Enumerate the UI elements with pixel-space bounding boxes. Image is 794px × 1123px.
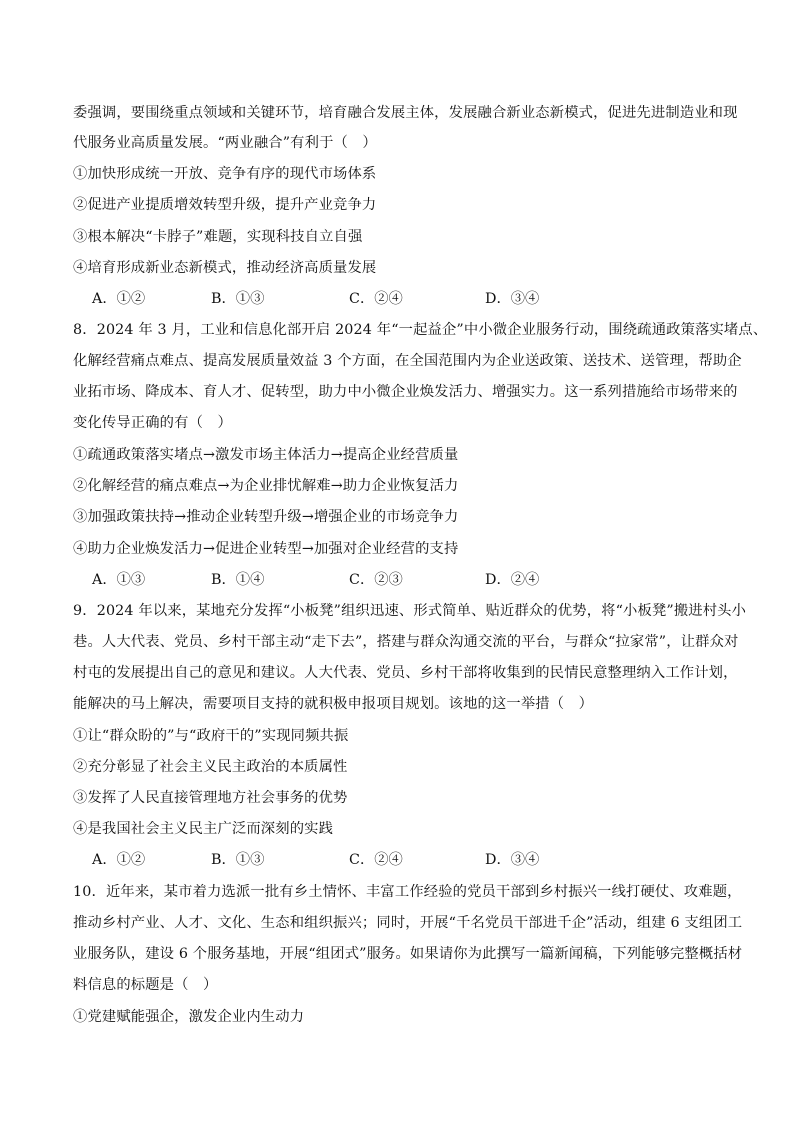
- q9-stem-line-4: 能解决的马上解决，需要项目支持的就积极申报项目规划。该地的这一举措（ ）: [73, 696, 594, 712]
- q7-stem-line-2: 代服务业高质量发展。“两业融合”有利于（ ）: [73, 135, 377, 151]
- q8-item-3: ③加强政策扶持→推动企业转型升级→增强企业的市场竞争力: [73, 509, 459, 525]
- q9-options: [92, 850, 712, 870]
- q7-option-a: A．①②: [92, 291, 146, 307]
- q8-stem-line-3: 业拓市场、降成本、育人才、促转型，助力中小微企业焕发活力、增强实力。这一系列措施给市场带来的: [73, 384, 738, 400]
- q9-option-b: B．①③: [211, 852, 265, 868]
- q8-option-d: D．②④: [485, 572, 540, 588]
- q10-item-1: ①党建赋能强企，激发企业内生动力: [73, 1009, 305, 1025]
- q8-option-c: C．②③: [349, 572, 403, 588]
- q10-stem-line-4: 料信息的标题是（ ）: [73, 977, 218, 993]
- q7-item-3: ③根本解决“卡脖子”难题，实现科技自立自强: [73, 229, 363, 245]
- q9-item-3: ③发挥了人民直接管理地方社会事务的优势: [73, 790, 348, 806]
- q10-stem-line-1: 10．近年来，某市着力选派一批有乡土情怀、丰富工作经验的党员干部到乡村振兴一线打硬仗、攻难题，: [73, 884, 742, 900]
- q7-option-c: C．②④: [349, 291, 403, 307]
- q8-option-a: A．①③: [92, 572, 146, 588]
- q7-item-1: ①加快形成统一开放、竞争有序的现代市场体系: [73, 166, 377, 182]
- q10-stem-line-2: 推动乡村产业、人才、文化、生态和组织振兴；同时，开展“千名党员干部进千企”活动，组建 6 支组团工: [73, 915, 743, 931]
- q7-item-4: ④培育形成新业态新模式，推动经济高质量发展: [73, 260, 377, 276]
- q9-stem-line-3: 村屯的发展提出自己的意见和建议。人大代表、党员、乡村干部将收集到的民情民意整理纳入工作计划，: [73, 665, 738, 681]
- q9-stem-line-1: 9．2024 年以来，某地充分发挥“小板凳”组织迅速、形式简单、贴近群众的优势，将“小板凳”搬进村头小: [73, 603, 747, 619]
- q9-option-a: A．①②: [92, 852, 146, 868]
- q7-stem-line-1: 委强调，要围绕重点领域和关键环节，培育融合发展主体，发展融合新业态新模式，促进先进制造业和现: [73, 105, 738, 121]
- q9-option-c: C．②④: [349, 852, 403, 868]
- q8-stem-line-2: 化解经营痛点难点、提高发展质量效益 3 个方面，在全国范围内为企业送政策、送技术、送管理，帮助企: [73, 353, 742, 369]
- q8-stem-line-4: 变化传导正确的有（ ）: [73, 415, 232, 431]
- q9-item-4: ④是我国社会主义民主广泛而深刻的实践: [73, 821, 334, 837]
- q7-option-b: B．①③: [211, 291, 265, 307]
- q10-stem-line-3: 业服务队，建设 6 个服务基地，开展“组团式”服务。如果请你为此撰写一篇新闻稿，下列能够完整概括材: [73, 946, 743, 962]
- q8-item-4: ④助力企业焕发活力→促进企业转型→加强对企业经营的支持: [73, 541, 459, 557]
- q9-item-2: ②充分彰显了社会主义民主政治的本质属性: [73, 759, 348, 775]
- q8-item-1: ①疏通政策落实堵点→激发市场主体活力→提高企业经营质量: [73, 447, 459, 463]
- q8-option-b: B．①④: [211, 572, 265, 588]
- q9-option-d: D．③④: [485, 852, 540, 868]
- q9-item-1: ①让“群众盼的”与“政府干的”实现同频共振: [73, 728, 349, 744]
- q7-option-d: D．③④: [485, 291, 540, 307]
- q7-item-2: ②促进产业提质增效转型升级，提升产业竞争力: [73, 197, 377, 213]
- q8-stem-line-1: 8．2024 年 3 月，工业和信息化部开启 2024 年“一起益企”中小微企业服务行动，围绕疏通政策落实堵点、: [73, 322, 768, 338]
- q7-options: [92, 289, 712, 309]
- q8-item-2: ②化解经营的痛点难点→为企业排忧解难→助力企业恢复活力: [73, 478, 459, 494]
- q9-stem-line-2: 巷。人大代表、党员、乡村干部主动“走下去”，搭建与群众沟通交流的平台，与群众“拉家常”，让群众对: [73, 634, 739, 650]
- q8-options: [92, 570, 712, 590]
